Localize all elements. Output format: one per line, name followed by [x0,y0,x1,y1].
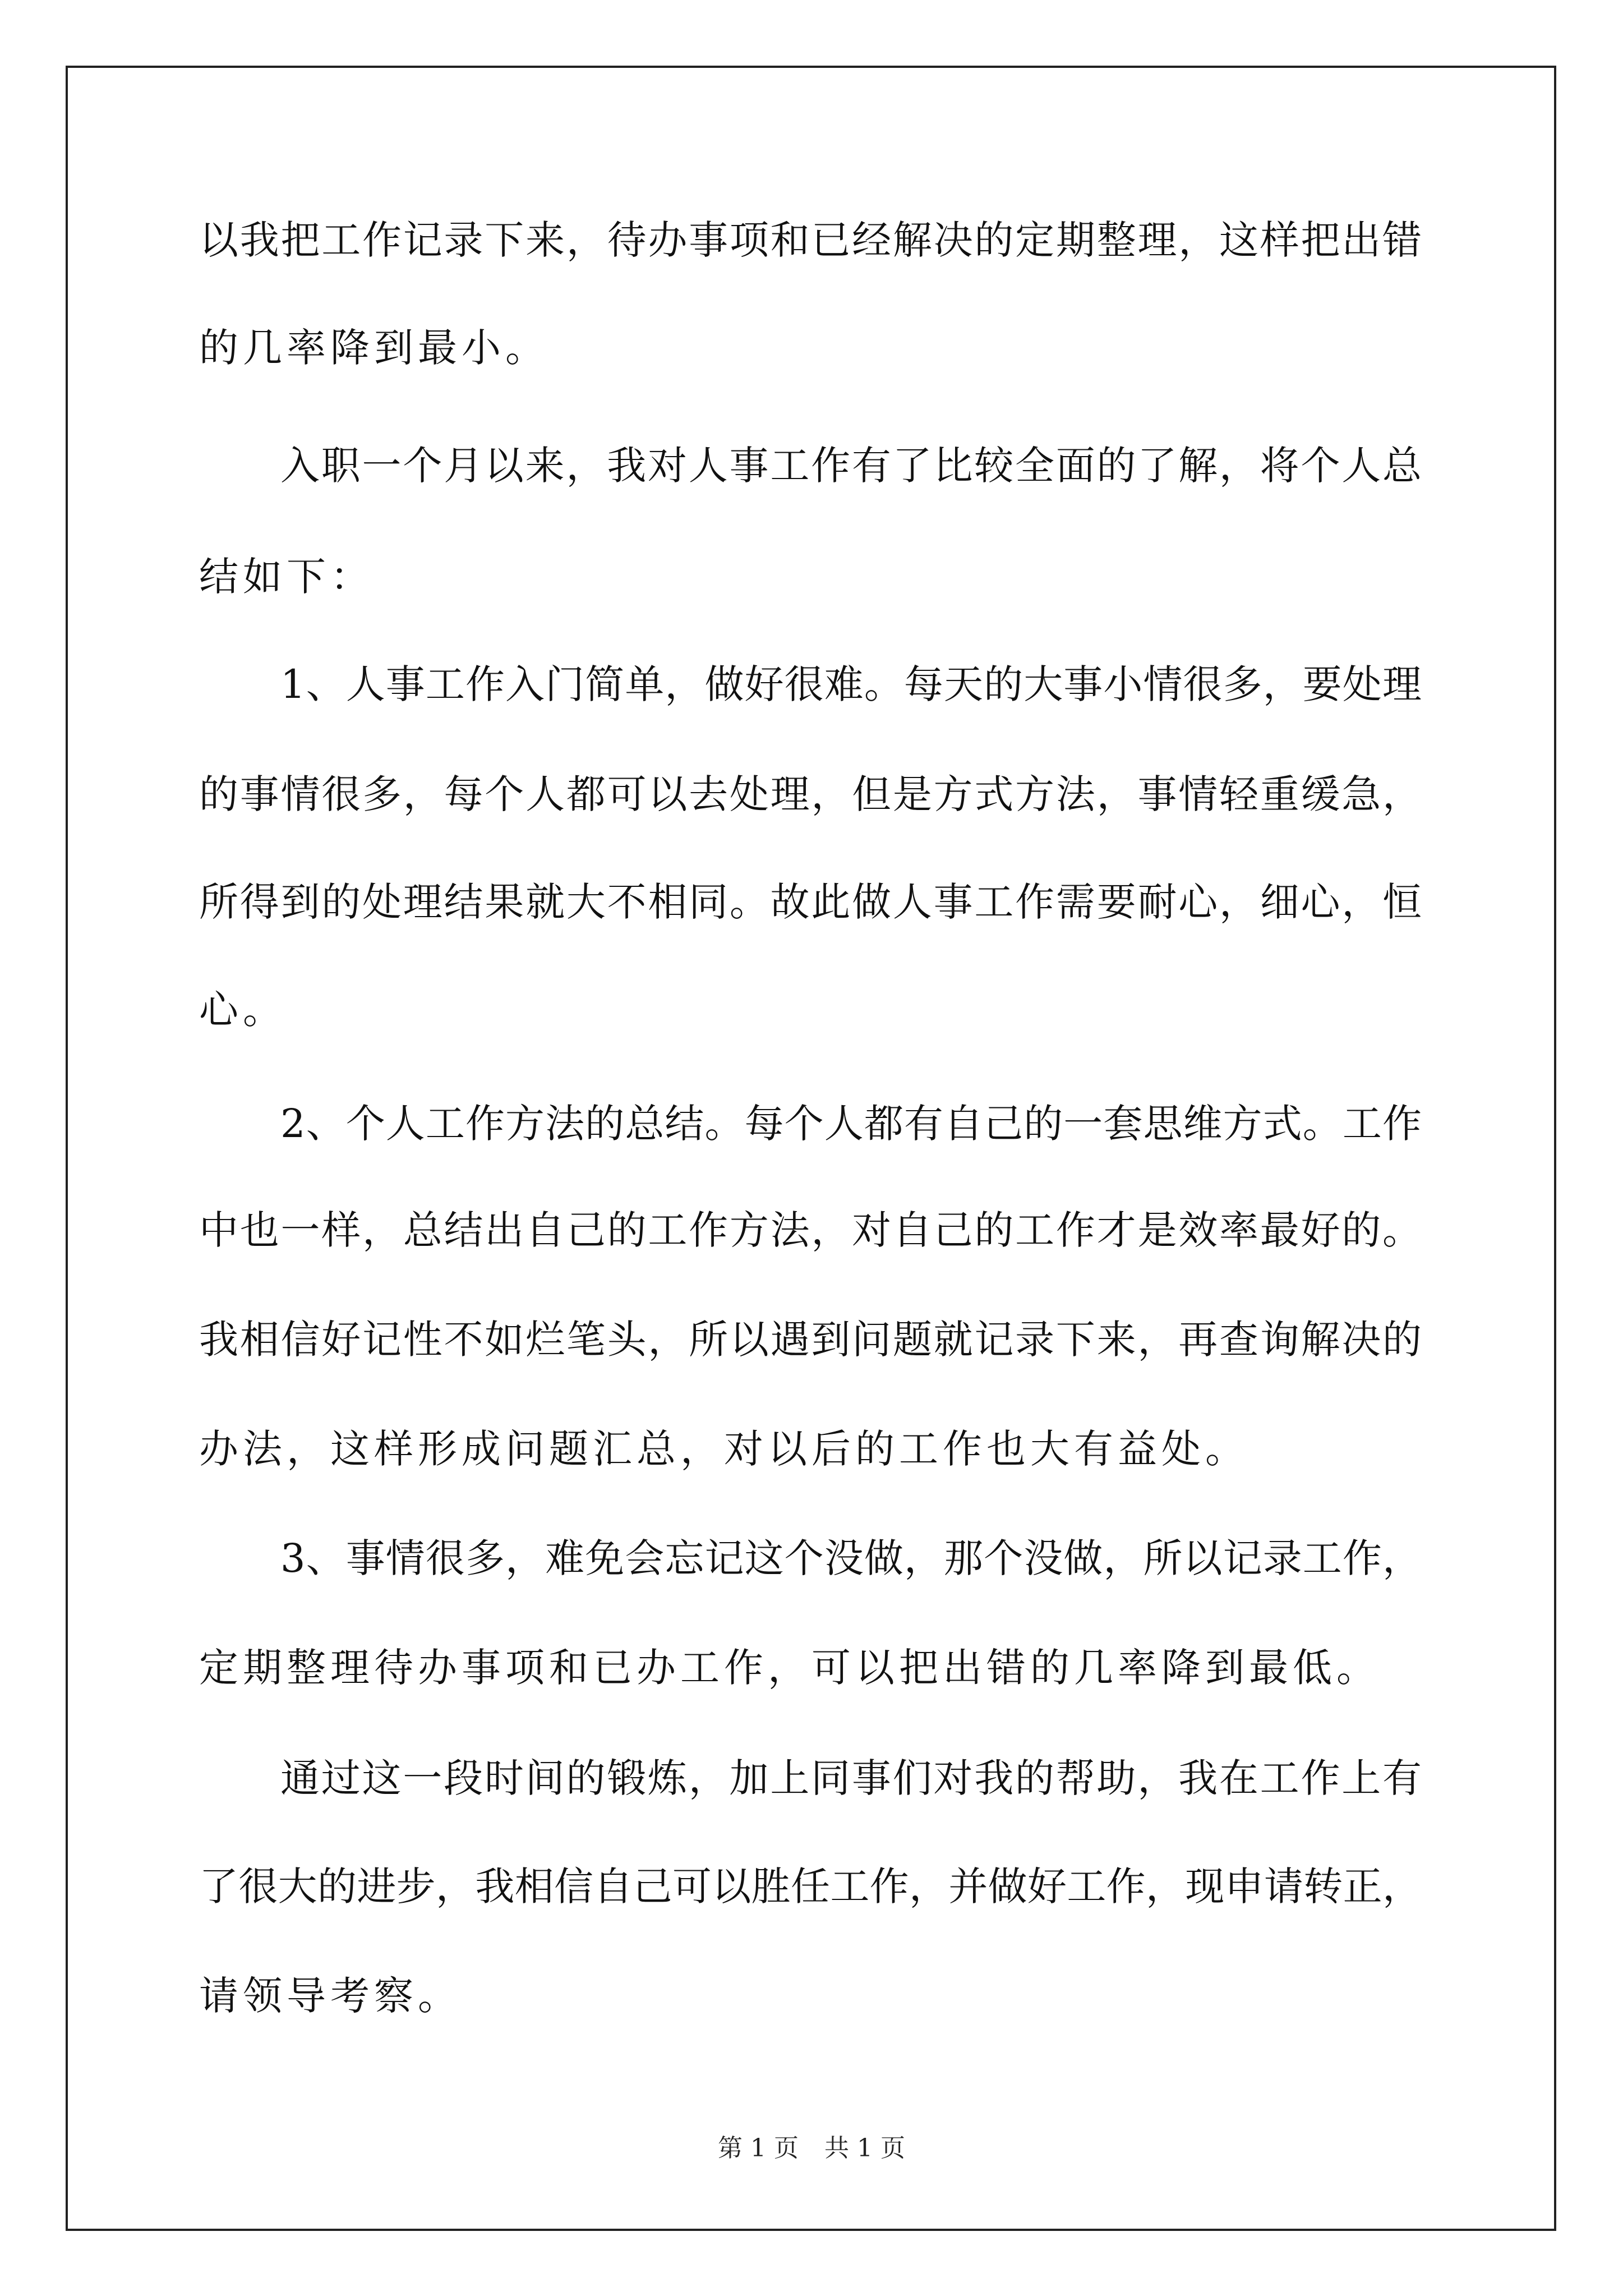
paragraph-line: 入职一个月以来，我对人事工作有了比较全面的了解，将个人总 [280,443,1422,489]
paragraph-line: 定期整理待办事项和已办工作，可以把出错的几率降到最低。 [199,1645,1380,1691]
paragraph-line: 办法，这样形成问题汇总，对以后的工作也大有益处。 [199,1426,1249,1472]
paragraph-line: 我相信好记性不如烂笔头，所以遇到问题就记录下来，再查询解决的 [199,1317,1422,1363]
page-footer [0,2132,1623,2165]
paragraph-line: 通过这一段时间的锻炼，加上同事们对我的帮助，我在工作上有 [280,1755,1422,1801]
paragraph-line: 了很大的进步，我相信自己可以胜任工作，并做好工作，现申请转正， [199,1864,1422,1910]
paragraph-line: 以我把工作记录下来，待办事项和已经解决的定期整理，这样把出错 [199,217,1422,263]
page-total: 共 1 页 [824,2134,905,2162]
paragraph-line: 1、人事工作入门简单，做好很难。每天的大事小情很多，要处理 [280,661,1422,707]
paragraph-line: 中也一样，总结出自己的工作方法，对自己的工作才是效率最好的。 [199,1207,1422,1253]
paragraph-line: 2、个人工作方法的总结。每个人都有自己的一套思维方式。工作 [280,1101,1422,1147]
paragraph-line: 请领导考察。 [199,1973,462,2019]
paragraph-line: 的事情很多，每个人都可以去处理，但是方式方法，事情轻重缓急， [199,771,1422,817]
page-number: 第 1 页 [718,2134,799,2162]
paragraph-line: 所得到的处理结果就大不相同。故此做人事工作需要耐心，细心，恒 [199,879,1422,925]
paragraph-line: 心。 [199,987,287,1033]
paragraph-line: 的几率降到最小。 [199,325,549,371]
paragraph-line: 结如下： [199,554,374,600]
paragraph-line: 3、事情很多，难免会忘记这个没做，那个没做，所以记录工作， [280,1535,1422,1581]
